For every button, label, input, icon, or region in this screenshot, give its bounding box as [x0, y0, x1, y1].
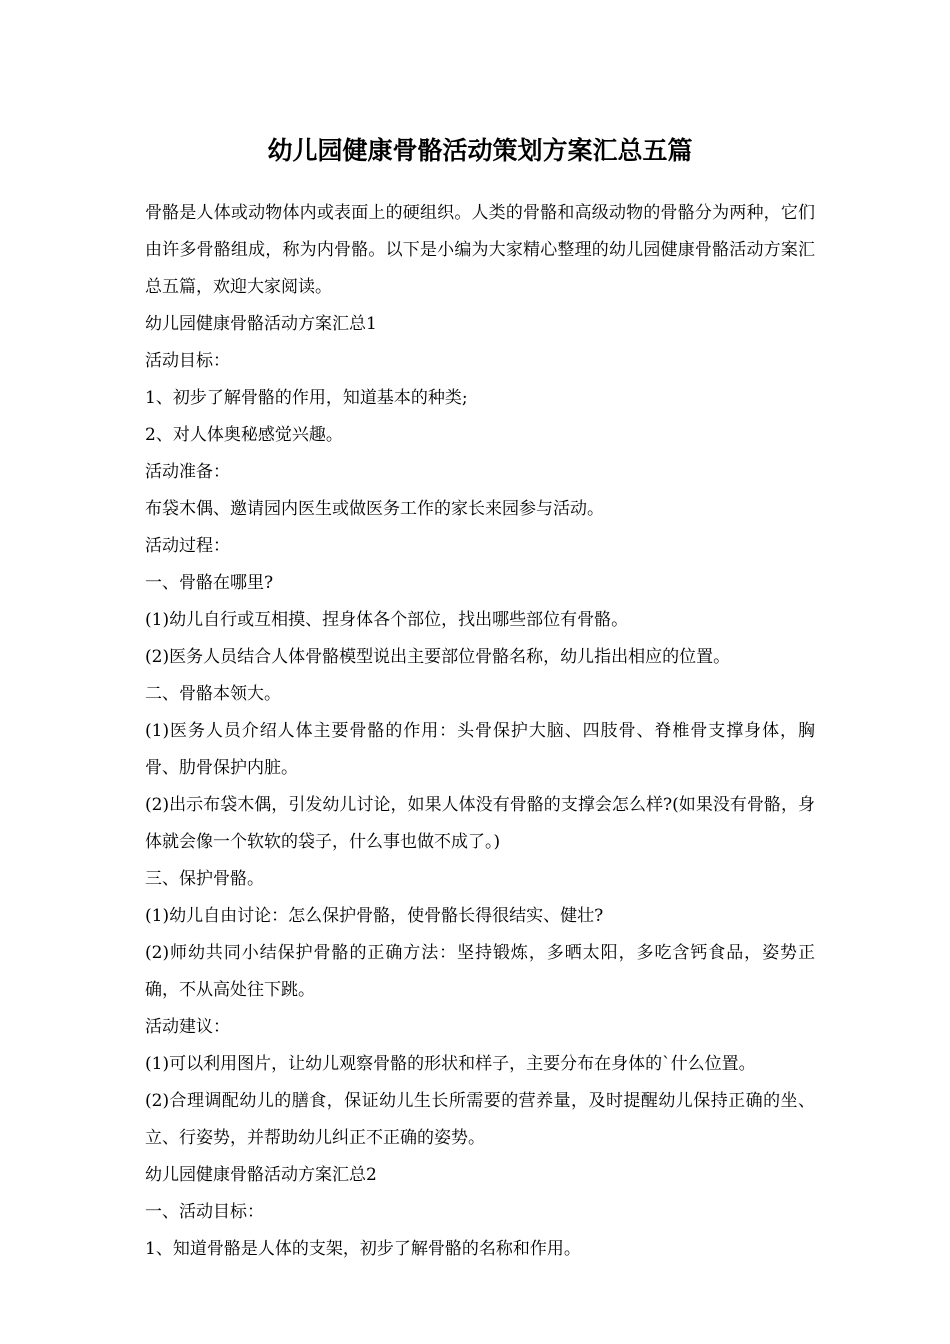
activity-process-label: 活动过程： [145, 536, 230, 556]
process-step-1-item-2: (2)医务人员结合人体骨骼模型说出主要部位骨骼名称，幼儿指出相应的位置。 [145, 647, 731, 667]
process-step-2-item-1: (1)医务人员介绍人体主要骨骼的作用：头骨保护大脑、四肢骨、脊椎骨支撑身体，胸骨、肋骨保护内脏。 [145, 721, 815, 778]
process-step-2-title: 二、骨骼本领大。 [145, 684, 281, 704]
document-title: 幼儿园健康骨骼活动策划方案汇总五篇 [267, 136, 693, 165]
section-heading-plan-1: 幼儿园健康骨骼活动方案汇总1 [145, 314, 377, 334]
suggestion-item-2: (2)合理调配幼儿的膳食，保证幼儿生长所需要的营养量，及时提醒幼儿保持正确的坐、立、行姿势，并帮助幼儿纠正不正确的姿势。 [145, 1091, 815, 1148]
plan-2-goal-label: 一、活动目标： [145, 1202, 264, 1222]
goal-item-1: 1、初步了解骨骼的作用，知道基本的种类; [145, 388, 468, 408]
goal-item-2: 2、对人体奥秘感觉兴趣。 [145, 425, 343, 445]
plan-2-goal-item-1: 1、知道骨骼是人体的支架，初步了解骨骼的名称和作用。 [145, 1239, 581, 1259]
document-page [145, 128, 815, 1268]
process-step-1-title: 一、骨骼在哪里? [145, 573, 274, 593]
process-step-2-item-2: (2)出示布袋木偶，引发幼儿讨论，如果人体没有骨骼的支撑会怎么样?(如果没有骨骼，身体就会像一个软软的袋子，什么事也做不成了。) [145, 795, 815, 852]
process-step-3-item-1: (1)幼儿自由讨论：怎么保护骨骼，使骨骼长得很结实、健壮? [145, 906, 604, 926]
process-step-1-item-1: (1)幼儿自行或互相摸、捏身体各个部位，找出哪些部位有骨骼。 [145, 610, 629, 630]
activity-goal-label: 活动目标： [145, 351, 230, 371]
section-heading-plan-2: 幼儿园健康骨骼活动方案汇总2 [145, 1165, 377, 1185]
activity-prep-label: 活动准备： [145, 462, 230, 482]
activity-suggestion-label: 活动建议： [145, 1017, 230, 1037]
prep-item: 布袋木偶、邀请园内医生或做医务工作的家长来园参与活动。 [145, 499, 604, 519]
process-step-3-title: 三、保护骨骼。 [145, 869, 264, 889]
suggestion-item-1: (1)可以利用图片，让幼儿观察骨骼的形状和样子，主要分布在身体的`什么位置。 [145, 1054, 756, 1074]
process-step-3-item-2: (2)师幼共同小结保护骨骼的正确方法：坚持锻炼，多晒太阳，多吃含钙食品，姿势正确，不从高处往下跳。 [145, 943, 815, 1000]
intro-paragraph: 骨骼是人体或动物体内或表面上的硬组织。人类的骨骼和高级动物的骨骼分为两种，它们由许多骨骼组成，称为内骨骼。以下是小编为大家精心整理的幼儿园健康骨骼活动方案汇总五篇，欢迎大家阅读。 [145, 203, 815, 297]
